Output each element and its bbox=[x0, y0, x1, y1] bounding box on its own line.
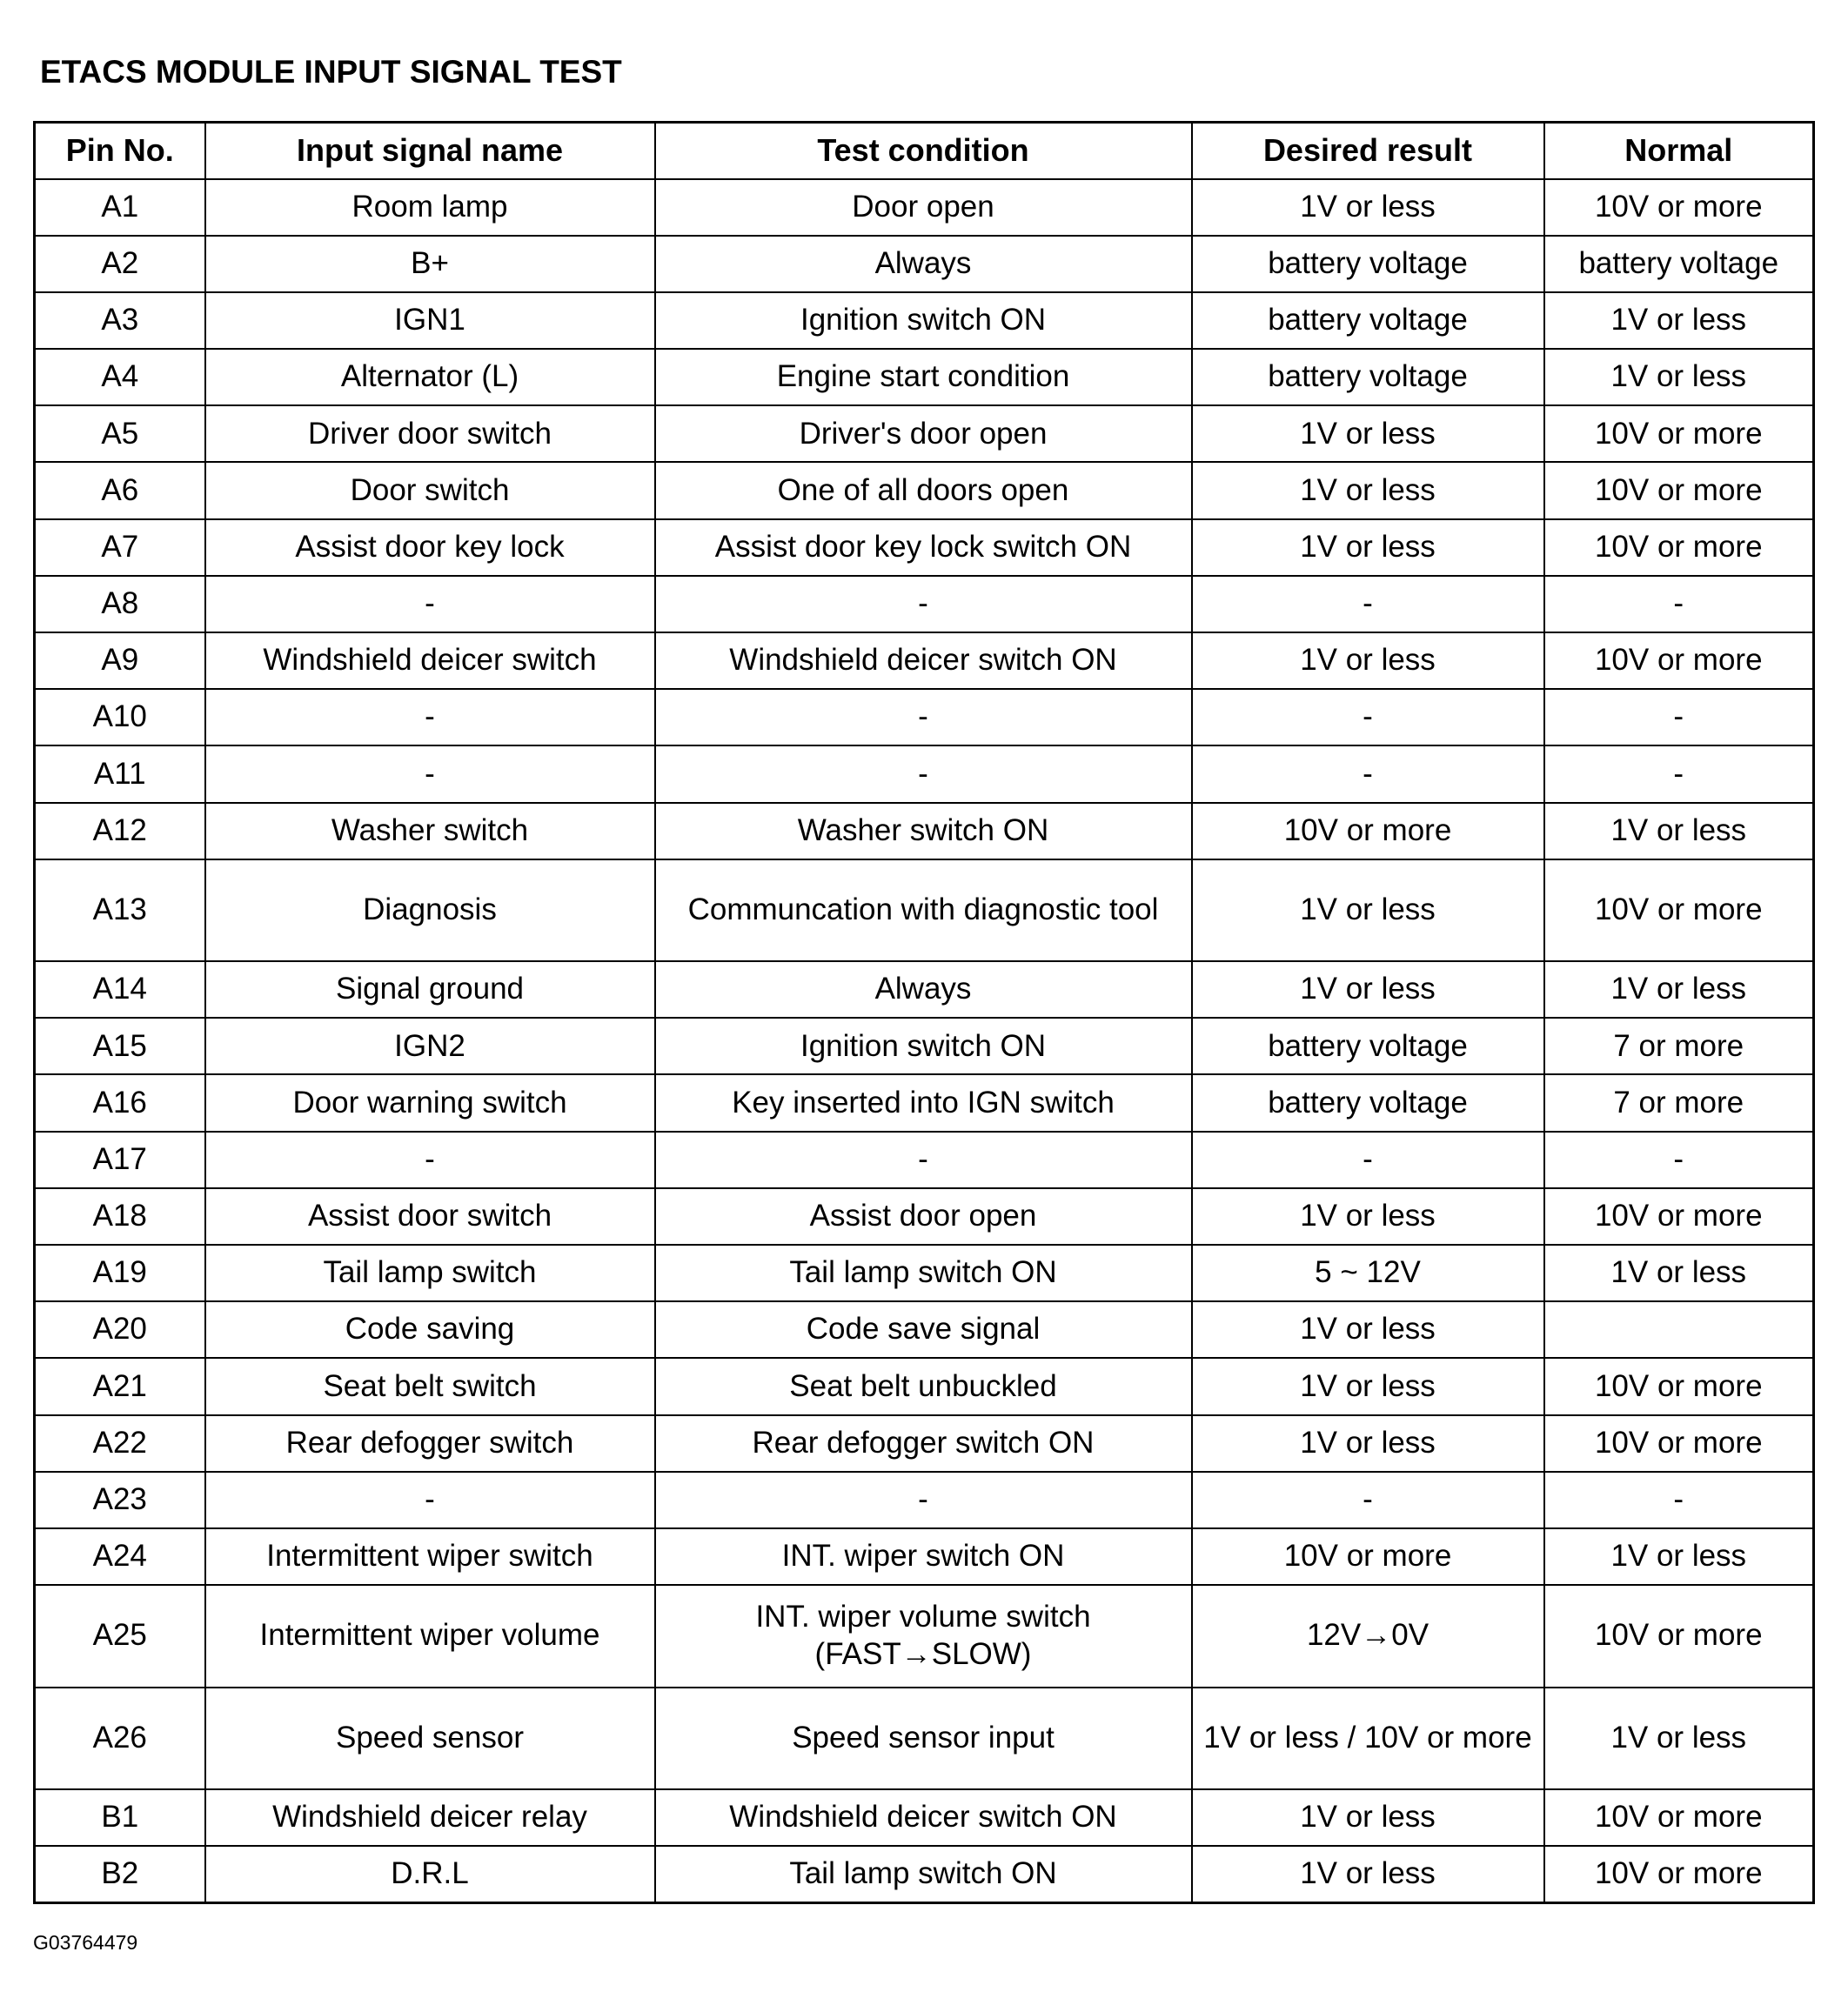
input-signal-name-cell: Intermittent wiper switch bbox=[205, 1528, 655, 1585]
input-signal-name-cell: D.R.L bbox=[205, 1846, 655, 1902]
normal-cell: - bbox=[1544, 1132, 1814, 1188]
test-condition-cell: - bbox=[655, 576, 1192, 632]
pin-no-cell: A3 bbox=[35, 292, 205, 349]
figure-code: G03764479 bbox=[33, 1931, 138, 1954]
desired-result-cell: 10V or more bbox=[1192, 1528, 1544, 1585]
input-signal-name-cell: Rear defogger switch bbox=[205, 1415, 655, 1472]
normal-cell: 1V or less bbox=[1544, 803, 1814, 859]
test-condition-cell: Seat belt unbuckled bbox=[655, 1358, 1192, 1414]
desired-result-cell: 1V or less / 10V or more bbox=[1192, 1688, 1544, 1789]
input-signal-name-cell: Alternator (L) bbox=[205, 349, 655, 405]
test-condition-cell: Rear defogger switch ON bbox=[655, 1415, 1192, 1472]
input-signal-name-cell: IGN2 bbox=[205, 1018, 655, 1074]
desired-result-cell: 1V or less bbox=[1192, 1846, 1544, 1902]
pin-no-cell: A23 bbox=[35, 1472, 205, 1528]
header-normal: Normal bbox=[1544, 123, 1814, 179]
table-row bbox=[35, 1074, 1814, 1131]
table-row bbox=[35, 1472, 1814, 1528]
pin-no-cell: A15 bbox=[35, 1018, 205, 1074]
input-signal-name-cell: Tail lamp switch bbox=[205, 1245, 655, 1301]
table-row bbox=[35, 462, 1814, 518]
test-condition-cell: INT. wiper switch ON bbox=[655, 1528, 1192, 1585]
table-row bbox=[35, 292, 1814, 349]
pin-no-cell: A17 bbox=[35, 1132, 205, 1188]
test-condition-cell: - bbox=[655, 1132, 1192, 1188]
normal-cell: 1V or less bbox=[1544, 1245, 1814, 1301]
test-condition-cell: Tail lamp switch ON bbox=[655, 1846, 1192, 1902]
test-condition-cell: INT. wiper volume switch (FAST→SLOW) bbox=[655, 1585, 1192, 1687]
table-row bbox=[35, 1585, 1814, 1687]
signal-test-table-container bbox=[33, 121, 1812, 1904]
desired-result-cell: battery voltage bbox=[1192, 236, 1544, 292]
input-signal-name-cell: Windshield deicer switch bbox=[205, 632, 655, 689]
desired-result-cell: battery voltage bbox=[1192, 292, 1544, 349]
input-signal-name-cell: B+ bbox=[205, 236, 655, 292]
pin-no-cell: A25 bbox=[35, 1585, 205, 1687]
pin-no-cell: A19 bbox=[35, 1245, 205, 1301]
pin-no-cell: A21 bbox=[35, 1358, 205, 1414]
table-row bbox=[35, 519, 1814, 576]
table-row bbox=[35, 961, 1814, 1018]
test-condition-cell: Windshield deicer switch ON bbox=[655, 1789, 1192, 1846]
desired-result-cell: 1V or less bbox=[1192, 1789, 1544, 1846]
table-row bbox=[35, 632, 1814, 689]
test-condition-cell: - bbox=[655, 1472, 1192, 1528]
pin-no-cell: A22 bbox=[35, 1415, 205, 1472]
desired-result-cell: 1V or less bbox=[1192, 1188, 1544, 1245]
pin-no-cell: A8 bbox=[35, 576, 205, 632]
desired-result-cell: - bbox=[1192, 1132, 1544, 1188]
signal-test-table bbox=[33, 121, 1815, 1904]
input-signal-name-cell: Assist door switch bbox=[205, 1188, 655, 1245]
input-signal-name-cell: Code saving bbox=[205, 1301, 655, 1358]
table-row bbox=[35, 1301, 1814, 1358]
desired-result-cell: 1V or less bbox=[1192, 1358, 1544, 1414]
table-row bbox=[35, 179, 1814, 236]
normal-cell: 10V or more bbox=[1544, 179, 1814, 236]
pin-no-cell: A7 bbox=[35, 519, 205, 576]
input-signal-name-cell: - bbox=[205, 689, 655, 745]
input-signal-name-cell: Door switch bbox=[205, 462, 655, 518]
header-desired-result: Desired result bbox=[1192, 123, 1544, 179]
test-condition-cell: - bbox=[655, 745, 1192, 802]
desired-result-cell: battery voltage bbox=[1192, 1018, 1544, 1074]
table-row bbox=[35, 689, 1814, 745]
table-row bbox=[35, 1528, 1814, 1585]
test-condition-cell: Communcation with diagnostic tool bbox=[655, 859, 1192, 961]
test-condition-cell: Tail lamp switch ON bbox=[655, 1245, 1192, 1301]
normal-cell: - bbox=[1544, 576, 1814, 632]
desired-result-cell: 1V or less bbox=[1192, 405, 1544, 462]
input-signal-name-cell: - bbox=[205, 1472, 655, 1528]
desired-result-cell: 12V→0V bbox=[1192, 1585, 1544, 1687]
table-row bbox=[35, 349, 1814, 405]
table-header-row bbox=[35, 123, 1814, 179]
desired-result-cell: 5 ~ 12V bbox=[1192, 1245, 1544, 1301]
input-signal-name-cell: Speed sensor bbox=[205, 1688, 655, 1789]
normal-cell: 7 or more bbox=[1544, 1074, 1814, 1131]
input-signal-name-cell: Diagnosis bbox=[205, 859, 655, 961]
pin-no-cell: A5 bbox=[35, 405, 205, 462]
test-condition-cell: Ignition switch ON bbox=[655, 292, 1192, 349]
input-signal-name-cell: Seat belt switch bbox=[205, 1358, 655, 1414]
input-signal-name-cell: Windshield deicer relay bbox=[205, 1789, 655, 1846]
normal-cell: 10V or more bbox=[1544, 1846, 1814, 1902]
table-row bbox=[35, 236, 1814, 292]
header-input-signal-name: Input signal name bbox=[205, 123, 655, 179]
normal-cell: 10V or more bbox=[1544, 1585, 1814, 1687]
table-body bbox=[35, 179, 1814, 1903]
table-row bbox=[35, 1358, 1814, 1414]
test-condition-cell: Washer switch ON bbox=[655, 803, 1192, 859]
pin-no-cell: A20 bbox=[35, 1301, 205, 1358]
table-row bbox=[35, 1132, 1814, 1188]
test-condition-cell: Key inserted into IGN switch bbox=[655, 1074, 1192, 1131]
test-condition-cell: Speed sensor input bbox=[655, 1688, 1192, 1789]
normal-cell: 10V or more bbox=[1544, 632, 1814, 689]
desired-result-cell: - bbox=[1192, 576, 1544, 632]
pin-no-cell: A16 bbox=[35, 1074, 205, 1131]
normal-cell: 1V or less bbox=[1544, 349, 1814, 405]
pin-no-cell: A1 bbox=[35, 179, 205, 236]
input-signal-name-cell: Assist door key lock bbox=[205, 519, 655, 576]
normal-cell: 10V or more bbox=[1544, 1789, 1814, 1846]
page-title: ETACS MODULE INPUT SIGNAL TEST bbox=[40, 54, 622, 90]
normal-cell: 10V or more bbox=[1544, 1188, 1814, 1245]
input-signal-name-cell: Room lamp bbox=[205, 179, 655, 236]
desired-result-cell: 1V or less bbox=[1192, 632, 1544, 689]
pin-no-cell: A9 bbox=[35, 632, 205, 689]
desired-result-cell: 1V or less bbox=[1192, 1415, 1544, 1472]
input-signal-name-cell: - bbox=[205, 1132, 655, 1188]
table-row bbox=[35, 1688, 1814, 1789]
table-row bbox=[35, 1245, 1814, 1301]
header-test-condition: Test condition bbox=[655, 123, 1192, 179]
pin-no-cell: A2 bbox=[35, 236, 205, 292]
desired-result-cell: 1V or less bbox=[1192, 179, 1544, 236]
normal-cell: 1V or less bbox=[1544, 961, 1814, 1018]
desired-result-cell: - bbox=[1192, 1472, 1544, 1528]
desired-result-cell: - bbox=[1192, 689, 1544, 745]
desired-result-cell: 1V or less bbox=[1192, 1301, 1544, 1358]
pin-no-cell: A26 bbox=[35, 1688, 205, 1789]
table-row bbox=[35, 1789, 1814, 1846]
normal-cell: 10V or more bbox=[1544, 405, 1814, 462]
test-condition-cell: Ignition switch ON bbox=[655, 1018, 1192, 1074]
test-condition-cell: Always bbox=[655, 236, 1192, 292]
input-signal-name-cell: Door warning switch bbox=[205, 1074, 655, 1131]
normal-cell: 10V or more bbox=[1544, 462, 1814, 518]
input-signal-name-cell: Signal ground bbox=[205, 961, 655, 1018]
desired-result-cell: 1V or less bbox=[1192, 462, 1544, 518]
test-condition-cell: Door open bbox=[655, 179, 1192, 236]
test-condition-cell: Assist door open bbox=[655, 1188, 1192, 1245]
table-row bbox=[35, 1415, 1814, 1472]
normal-cell: - bbox=[1544, 745, 1814, 802]
test-condition-cell: Assist door key lock switch ON bbox=[655, 519, 1192, 576]
pin-no-cell: A14 bbox=[35, 961, 205, 1018]
input-signal-name-cell: Intermittent wiper volume bbox=[205, 1585, 655, 1687]
table-row bbox=[35, 1188, 1814, 1245]
table-row bbox=[35, 1846, 1814, 1902]
table-row bbox=[35, 859, 1814, 961]
table-row bbox=[35, 576, 1814, 632]
normal-cell: - bbox=[1544, 689, 1814, 745]
normal-cell: - bbox=[1544, 1472, 1814, 1528]
test-condition-cell: One of all doors open bbox=[655, 462, 1192, 518]
pin-no-cell: A13 bbox=[35, 859, 205, 961]
normal-cell bbox=[1544, 1301, 1814, 1358]
test-condition-cell: Engine start condition bbox=[655, 349, 1192, 405]
test-condition-cell: Windshield deicer switch ON bbox=[655, 632, 1192, 689]
normal-cell: 10V or more bbox=[1544, 1415, 1814, 1472]
normal-cell: 1V or less bbox=[1544, 1528, 1814, 1585]
pin-no-cell: A11 bbox=[35, 745, 205, 802]
pin-no-cell: B1 bbox=[35, 1789, 205, 1846]
desired-result-cell: - bbox=[1192, 745, 1544, 802]
desired-result-cell: 1V or less bbox=[1192, 519, 1544, 576]
normal-cell: 10V or more bbox=[1544, 519, 1814, 576]
table-row bbox=[35, 745, 1814, 802]
normal-cell: 1V or less bbox=[1544, 292, 1814, 349]
normal-cell: 1V or less bbox=[1544, 1688, 1814, 1789]
pin-no-cell: A4 bbox=[35, 349, 205, 405]
desired-result-cell: battery voltage bbox=[1192, 1074, 1544, 1131]
pin-no-cell: A6 bbox=[35, 462, 205, 518]
pin-no-cell: A10 bbox=[35, 689, 205, 745]
normal-cell: 7 or more bbox=[1544, 1018, 1814, 1074]
test-condition-cell: Driver's door open bbox=[655, 405, 1192, 462]
table-row bbox=[35, 803, 1814, 859]
normal-cell: 10V or more bbox=[1544, 1358, 1814, 1414]
input-signal-name-cell: - bbox=[205, 745, 655, 802]
input-signal-name-cell: Driver door switch bbox=[205, 405, 655, 462]
test-condition-cell: Code save signal bbox=[655, 1301, 1192, 1358]
desired-result-cell: 1V or less bbox=[1192, 961, 1544, 1018]
normal-cell: 10V or more bbox=[1544, 859, 1814, 961]
normal-cell: battery voltage bbox=[1544, 236, 1814, 292]
pin-no-cell: A12 bbox=[35, 803, 205, 859]
desired-result-cell: 1V or less bbox=[1192, 859, 1544, 961]
pin-no-cell: A24 bbox=[35, 1528, 205, 1585]
desired-result-cell: battery voltage bbox=[1192, 349, 1544, 405]
input-signal-name-cell: Washer switch bbox=[205, 803, 655, 859]
table-row bbox=[35, 405, 1814, 462]
pin-no-cell: B2 bbox=[35, 1846, 205, 1902]
desired-result-cell: 10V or more bbox=[1192, 803, 1544, 859]
table-row bbox=[35, 1018, 1814, 1074]
test-condition-cell: Always bbox=[655, 961, 1192, 1018]
input-signal-name-cell: IGN1 bbox=[205, 292, 655, 349]
pin-no-cell: A18 bbox=[35, 1188, 205, 1245]
test-condition-cell: - bbox=[655, 689, 1192, 745]
header-pin-no: Pin No. bbox=[35, 123, 205, 179]
input-signal-name-cell: - bbox=[205, 576, 655, 632]
